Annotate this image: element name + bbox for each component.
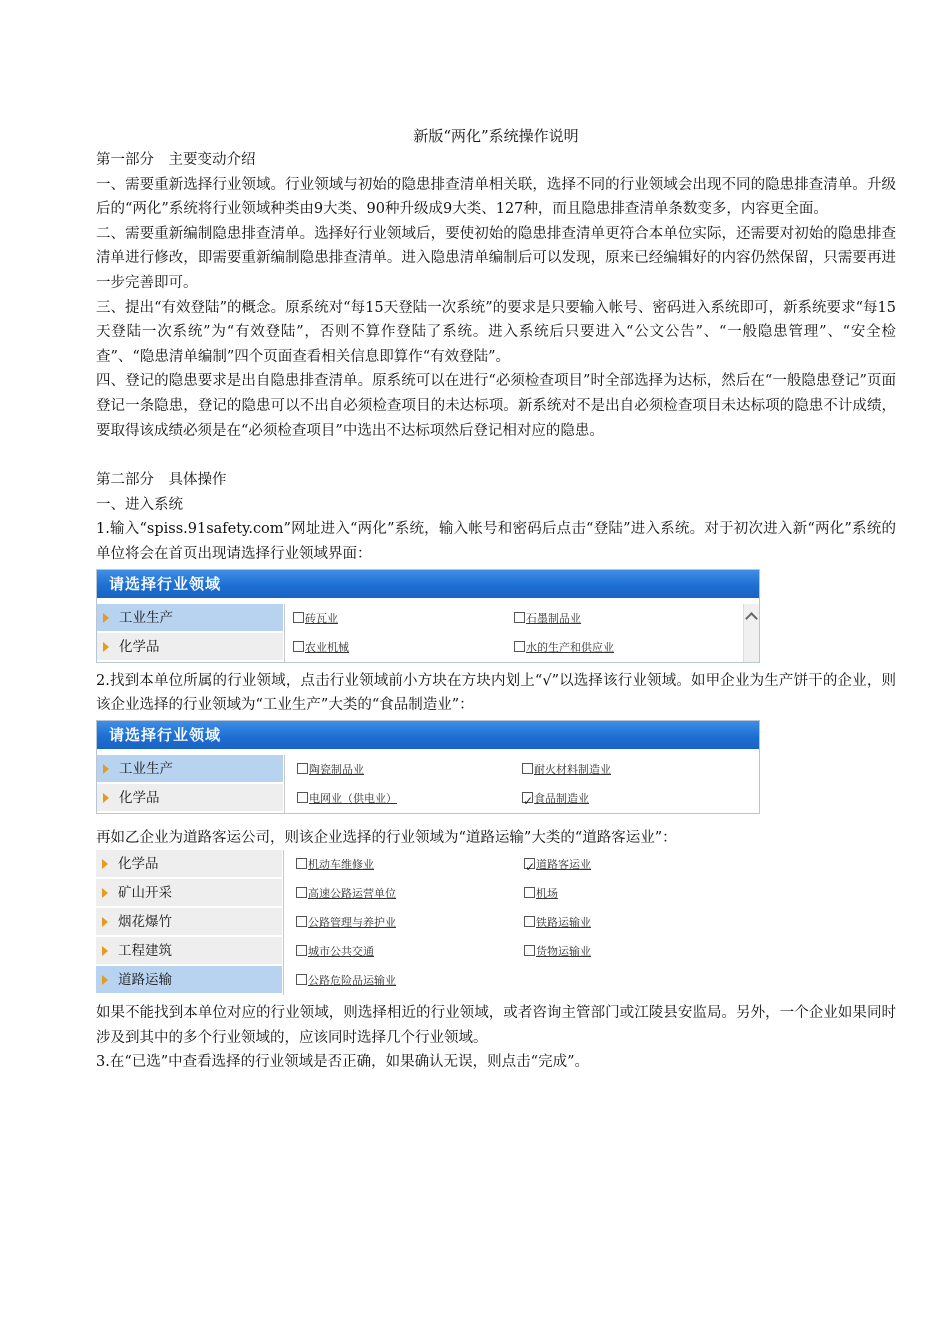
industry-option[interactable]: 公路管理与养护业 — [296, 908, 396, 936]
arrow-icon — [102, 917, 108, 927]
checkbox-icon[interactable] — [524, 945, 535, 956]
industry-option[interactable]: 机动车维修业 — [296, 850, 374, 878]
part2-heading: 第二部分 具体操作 — [96, 472, 227, 489]
industry-panel-3 — [96, 850, 758, 995]
industry-panel-2 — [96, 720, 760, 814]
industry-option[interactable]: 货物运输业 — [524, 937, 591, 965]
paragraph-2: 二、需要重新编制隐患排查清单。选择好行业领域后，要使初始的隐患排查清单更符合本单位实际，还需要对初始的隐患排查清单进行修改，即需要重新编制隐患排查清单。进入隐患清单编制后可以发现，原来已经编辑好的内容仍然保留，只需要再进一步完善即可。 — [96, 225, 896, 291]
category-item[interactable]: 道路运输 — [96, 966, 282, 994]
checkbox-icon[interactable] — [296, 887, 307, 898]
paragraph-after: 如果不能找到本单位对应的行业领域，则选择相近的行业领域，或者咨询主管部门或江陵县安监局。另外，一个企业如果同时涉及到其中的多个行业领域的，应该同时选择几个行业领域。 — [96, 1005, 896, 1046]
category-row — [97, 755, 759, 784]
document-page — [96, 124, 896, 1075]
checkbox-icon[interactable] — [524, 887, 535, 898]
industry-option[interactable]: 铁路运输业 — [524, 908, 591, 936]
category-item[interactable]: 烟花爆竹 — [96, 908, 282, 936]
industry-option[interactable]: 电网业（供电业） — [297, 784, 397, 812]
industry-option[interactable]: 水的生产和供应业 — [514, 633, 614, 661]
industry-option[interactable]: 石墨制品业 — [514, 604, 581, 632]
industry-panel-1 — [96, 569, 760, 663]
paragraph-3: 三、提出“有效登陆”的概念。原系统对“每15天登陆一次系统”的要求是只要输入帐号、密码进入系统即可，新系统要求“每15天登陆一次系统”为“有效登陆”，否则不算作登陆了系统。进入系统后只要进入“公文公告”、“一般隐患管理”、“安全检查”、“隐患清单编制”四个页面查看相关信息即算作“有效登陆”。 — [96, 299, 896, 365]
industry-option[interactable]: 高速公路运营单位 — [296, 879, 396, 907]
part1-heading: 第一部分 主要变动介绍 — [96, 152, 256, 168]
arrow-icon — [102, 859, 108, 869]
arrow-icon — [103, 793, 109, 803]
checkbox-icon[interactable] — [293, 641, 304, 652]
industry-option[interactable]: 公路危险品运输业 — [296, 966, 396, 994]
arrow-icon — [102, 975, 108, 985]
category-row — [96, 850, 758, 879]
doc-title: 新版“两化”系统操作说明 — [413, 127, 579, 145]
category-item[interactable]: 工程建筑 — [96, 937, 282, 965]
arrow-icon — [102, 888, 108, 898]
checkbox-icon[interactable] — [296, 858, 307, 869]
industry-option[interactable]: 机场 — [524, 879, 558, 907]
category-item[interactable]: 工业生产 — [97, 604, 283, 632]
category-row — [97, 633, 759, 662]
category-item[interactable]: 工业生产 — [97, 755, 283, 783]
checkbox-icon[interactable] — [514, 612, 525, 623]
section1-heading: 一、进入系统 — [96, 496, 183, 513]
industry-option[interactable]: 耐火材料制造业 — [522, 755, 611, 783]
industry-option[interactable]: 砖瓦业 — [293, 604, 338, 632]
category-row — [96, 937, 758, 966]
step3-text: 3.在“已选”中查看选择的行业领域是否正确，如果确认无误，则点击“完成”。 — [96, 1054, 589, 1071]
category-row — [96, 879, 758, 908]
checkbox-icon[interactable] — [293, 612, 304, 623]
step1-text: 1.输入“spiss.91safety.com”网址进入“两化”系统，输入帐号和密码后点击“登陆”进入系统。对于初次进入新“两化”系统的单位将会在首页出现请选择行业领域界面： — [96, 521, 896, 562]
scroll-up-icon[interactable] — [745, 612, 758, 625]
checkbox-icon[interactable] — [296, 945, 307, 956]
checkbox-checked-icon[interactable] — [524, 858, 535, 869]
checkbox-icon[interactable] — [297, 792, 308, 803]
category-row — [96, 908, 758, 937]
category-item[interactable]: 化学品 — [97, 633, 283, 661]
panel-header: 请选择行业领域 — [97, 721, 759, 749]
paragraph-1: 一、需要重新选择行业领域。行业领域与初始的隐患排查清单相关联，选择不同的行业领域会出现不同的隐患排查清单。升级后的“两化”系统将行业领域种类由9大类、90种升级成9大类、127种，而且隐患排查清单条数变多，内容更全面。 — [96, 176, 896, 218]
checkbox-icon[interactable] — [297, 763, 308, 774]
checkbox-icon[interactable] — [524, 916, 535, 927]
step2-text: 2.找到本单位所属的行业领域，点击行业领域前小方块在方块内划上“√”以选择该行业领域。如甲企业为生产饼干的企业，则该企业选择的行业领域为“工业生产”大类的“食品制造业”： — [96, 672, 896, 714]
industry-option[interactable]: 农业机械 — [293, 633, 349, 661]
checkbox-icon[interactable] — [522, 763, 533, 774]
industry-option[interactable]: ✓ 道路客运业 — [524, 850, 591, 878]
industry-option[interactable]: 城市公共交通 — [296, 937, 374, 965]
panel-header: 请选择行业领域 — [97, 570, 759, 598]
industry-option[interactable]: 陶瓷制品业 — [297, 755, 364, 783]
arrow-icon — [103, 642, 109, 652]
checkbox-checked-icon[interactable] — [522, 792, 533, 803]
example2-text: 再如乙企业为道路客运公司，则该企业选择的行业领域为“道路运输”大类的“道路客运业”： — [96, 829, 677, 846]
category-row — [97, 604, 759, 633]
checkbox-icon[interactable] — [296, 974, 307, 985]
arrow-icon — [102, 946, 108, 956]
checkbox-icon[interactable] — [514, 641, 525, 652]
arrow-icon — [103, 764, 109, 774]
category-row — [97, 784, 759, 813]
category-item[interactable]: 化学品 — [97, 784, 283, 812]
paragraph-4: 四、登记的隐患要求是出自隐患排查清单。原系统可以在进行“必须检查项目”时全部选择为达标，然后在“一般隐患登记”页面登记一条隐患，登记的隐患可以不出自必须检查项目的未达标项。新系统对不是出自必须检查项目未达标项的隐患不计成绩，要取得该成绩必须是在“必须检查项目”中选出不达标项然后登记相对应的隐患。 — [96, 373, 896, 439]
industry-option[interactable]: ✓ 食品制造业 — [522, 784, 589, 812]
scrollbar[interactable] — [743, 604, 759, 662]
checkbox-icon[interactable] — [296, 916, 307, 927]
category-item[interactable]: 矿山开采 — [96, 879, 282, 907]
category-item[interactable]: 化学品 — [96, 850, 282, 878]
category-row — [96, 966, 758, 995]
arrow-icon — [103, 613, 109, 623]
